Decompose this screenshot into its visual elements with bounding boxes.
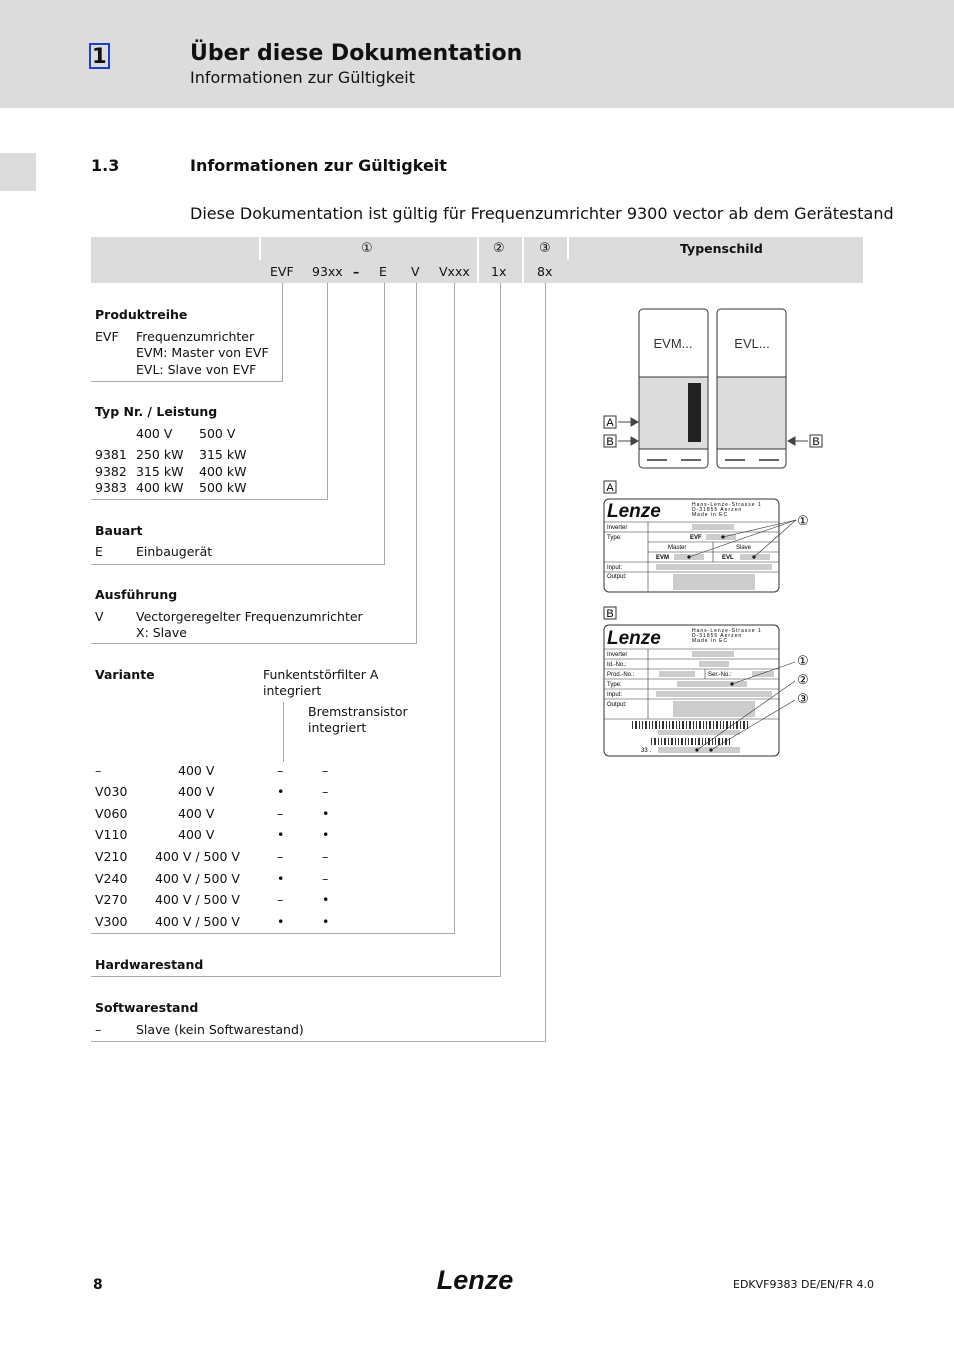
- produktreihe-line-3: EVL: Slave von EVF: [136, 362, 257, 377]
- variante-row-6-filter: •: [277, 871, 285, 886]
- variante-row-5-brake: –: [322, 849, 329, 864]
- variante-row-2-code: V030: [95, 784, 128, 799]
- connector-v: [416, 283, 417, 643]
- ausfuehrung-line-2: X: Slave: [136, 625, 187, 640]
- ausfuehrung-code: V: [95, 609, 104, 624]
- produktreihe-code: EVF: [95, 329, 119, 344]
- divider-produktreihe: [91, 381, 283, 382]
- filter-label-2: integriert: [263, 683, 322, 698]
- plate-b-serno: Ser.-No.:: [708, 672, 732, 678]
- variante-row-6-code: V240: [95, 871, 128, 886]
- variante-row-1-code: –: [95, 763, 102, 778]
- plate-a-row-inverter: Inverter: [607, 525, 628, 531]
- divider-softwarestand: [91, 1041, 546, 1042]
- plate-a-address-3: Made in EC: [692, 512, 729, 518]
- softwarestand-code: –: [95, 1022, 102, 1037]
- variante-heading: Variante: [95, 667, 155, 682]
- variante-row-3-code: V060: [95, 806, 128, 821]
- typ-row-1-p500: 315 kW: [199, 447, 247, 462]
- connector-93xx: [327, 283, 328, 499]
- section-number: 1.3: [91, 156, 120, 175]
- plate-b-logo: Lenze: [607, 628, 661, 649]
- code-8x: 8x: [537, 264, 553, 279]
- variante-row-3-volt: 400 V: [178, 806, 215, 821]
- variante-row-1-brake: –: [322, 763, 329, 778]
- typ-row-3-p500: 500 kW: [199, 480, 247, 495]
- divider-variante: [91, 933, 455, 934]
- plate-b-row-output: Output:: [607, 702, 627, 708]
- plate-a-logo: Lenze: [607, 501, 661, 522]
- variante-row-8-filter: •: [277, 914, 285, 929]
- device-evm: [639, 309, 708, 468]
- softwarestand-text: Slave (kein Softwarestand): [136, 1022, 304, 1037]
- plate-b-address-2: D-31855 Aerzen: [692, 633, 743, 639]
- section-title: Informationen zur Gültigkeit: [190, 156, 447, 175]
- variante-row-4-filter: •: [277, 827, 285, 842]
- arrow-label-b-left: B: [606, 436, 614, 448]
- connector-e: [384, 283, 385, 564]
- typ-col-500v: 500 V: [199, 426, 236, 441]
- plate-a-evf: EVF: [690, 535, 702, 541]
- typ-row-3-p400: 400 kW: [136, 480, 184, 495]
- typ-row-1-p400: 250 kW: [136, 447, 184, 462]
- plate-b-address-3: Made in EC: [692, 638, 729, 644]
- arrow-label-b-right: B: [812, 436, 820, 448]
- marker-3: ③: [539, 241, 551, 256]
- plate-a-slave: Slave: [736, 545, 752, 551]
- page-number: 8: [93, 1277, 103, 1293]
- bauart-text: Einbaugerät: [136, 544, 213, 559]
- variante-row-5-volt: 400 V / 500 V: [155, 849, 240, 864]
- plate-a-row-type: Type:: [607, 535, 622, 541]
- produktreihe-heading: Produktreihe: [95, 307, 188, 322]
- code-1x: 1x: [491, 264, 507, 279]
- plate-b-row-prodno: Prod.-No.:: [607, 672, 635, 678]
- typ-col-400v: 400 V: [136, 426, 173, 441]
- plate-b-callout-3: ③: [797, 691, 809, 706]
- code-vxxx: Vxxx: [439, 264, 470, 279]
- typenschild-heading: Typenschild: [680, 241, 763, 256]
- lenze-logo: [430, 1262, 520, 1294]
- connector-vxxx: [454, 283, 455, 934]
- filter-label-1: Funkentstörfilter A: [263, 667, 379, 682]
- variante-row-6-brake: –: [322, 871, 329, 886]
- code-v: V: [411, 264, 420, 279]
- code-e: E: [379, 264, 387, 279]
- plate-a-row-output: Output:: [607, 574, 627, 580]
- marker-2: ②: [493, 241, 505, 256]
- divider-bauart: [91, 564, 385, 565]
- plate-b-callout-1: ①: [797, 653, 809, 668]
- variante-row-1-filter: –: [277, 763, 284, 778]
- chapter-subtitle: Informationen zur Gültigkeit: [190, 68, 416, 87]
- filter-column-line: [283, 702, 284, 762]
- device-evl: [717, 309, 786, 468]
- produktreihe-line-1: Frequenzumrichter: [136, 329, 255, 344]
- section-intro: Diese Dokumentation ist gültig für Frequenzumrichter 9300 vector ab dem Gerätestand: [190, 204, 894, 223]
- document-id: EDKVF9383 DE/EN/FR 4.0: [733, 1278, 874, 1291]
- code-dash: –: [353, 264, 360, 279]
- plate-b-row-input: Input:: [607, 692, 623, 698]
- ausfuehrung-heading: Ausführung: [95, 587, 178, 602]
- plate-b-callout-2: ②: [797, 672, 809, 687]
- variante-row-5-code: V210: [95, 849, 128, 864]
- plate-b-address-1: Hans-Lenze-Strasse 1: [692, 628, 762, 634]
- divider-typ: [91, 499, 328, 500]
- brake-label-1: Bremstransistor: [308, 704, 408, 719]
- variante-row-6-volt: 400 V / 500 V: [155, 871, 240, 886]
- variante-row-4-brake: •: [322, 827, 330, 842]
- variante-row-8-volt: 400 V / 500 V: [155, 914, 240, 929]
- device-right-label: EVL...: [734, 336, 770, 351]
- footer-logo-text: Lenze: [436, 1265, 514, 1294]
- variante-row-2-filter: •: [277, 784, 285, 799]
- plate-a-label: A: [606, 482, 614, 494]
- connector-1x: [500, 283, 501, 977]
- side-tab: [0, 153, 36, 191]
- divider-hardwarestand: [91, 976, 501, 977]
- softwarestand-heading: Softwarestand: [95, 1000, 199, 1015]
- nameplate-diagram: [595, 300, 855, 765]
- variante-row-4-code: V110: [95, 827, 128, 842]
- bauart-code: E: [95, 544, 103, 559]
- nameplate-b: [604, 625, 809, 756]
- typ-row-1-typ: 9381: [95, 447, 127, 462]
- hardwarestand-heading: Hardwarestand: [95, 957, 204, 972]
- arrow-a-icon: [618, 418, 638, 426]
- variante-row-2-volt: 400 V: [178, 784, 215, 799]
- plate-b-label: B: [606, 608, 614, 620]
- typ-row-2-p500: 400 kW: [199, 464, 247, 479]
- typ-row-2-typ: 9382: [95, 464, 127, 479]
- plate-b-barcode-prefix: 33 .: [641, 748, 652, 754]
- marker-1: ①: [361, 241, 373, 256]
- plate-a-evm: EVM: [656, 555, 670, 561]
- chapter-title: Über diese Dokumentation: [190, 41, 523, 66]
- variante-row-7-filter: –: [277, 892, 284, 907]
- code-evf: EVF: [270, 264, 294, 279]
- plate-a-callout-1: ①: [797, 513, 809, 528]
- typ-heading: Typ Nr. / Leistung: [95, 404, 218, 419]
- variante-row-7-volt: 400 V / 500 V: [155, 892, 240, 907]
- produktreihe-line-2: EVM: Master von EVF: [136, 345, 269, 360]
- variante-row-2-brake: –: [322, 784, 329, 799]
- plate-a-address-2: D-31855 Aerzen: [692, 507, 743, 513]
- connector-8x: [545, 283, 546, 1042]
- nameplate-a: [604, 499, 809, 592]
- variante-row-3-filter: –: [277, 806, 284, 821]
- chapter-number-link[interactable]: 1: [89, 43, 110, 69]
- plate-a-address-1: Hans-Lenze-Strasse 1: [692, 502, 762, 508]
- arrow-b-left-icon: [618, 437, 638, 445]
- variante-row-8-brake: •: [322, 914, 330, 929]
- plate-b-row-type: Type:: [607, 682, 622, 688]
- plate-b-row-idno: Id.-No.:: [607, 662, 627, 668]
- typ-row-2-p400: 315 kW: [136, 464, 184, 479]
- variante-row-7-code: V270: [95, 892, 128, 907]
- connector-evf: [282, 283, 283, 381]
- brake-label-2: integriert: [308, 720, 367, 735]
- code-93xx: 93xx: [312, 264, 343, 279]
- arrow-label-a: A: [606, 417, 614, 429]
- bauart-heading: Bauart: [95, 523, 143, 538]
- variante-row-5-filter: –: [277, 849, 284, 864]
- typ-row-3-typ: 9383: [95, 480, 127, 495]
- divider-ausfuehrung: [91, 643, 417, 644]
- ausfuehrung-line-1: Vectorgeregelter Frequenzumrichter: [136, 609, 363, 624]
- variante-row-8-code: V300: [95, 914, 128, 929]
- plate-a-row-input: Input:: [607, 565, 623, 571]
- variante-row-4-volt: 400 V: [178, 827, 215, 842]
- device-left-label: EVM...: [653, 336, 693, 351]
- variante-row-7-brake: •: [322, 892, 330, 907]
- plate-a-master: Master: [668, 545, 687, 551]
- plate-b-row-inverter: Inverter: [607, 652, 628, 658]
- variante-row-3-brake: •: [322, 806, 330, 821]
- variante-row-1-volt: 400 V: [178, 763, 215, 778]
- arrow-b-right-icon: [788, 437, 808, 445]
- plate-a-evl: EVL: [722, 555, 734, 561]
